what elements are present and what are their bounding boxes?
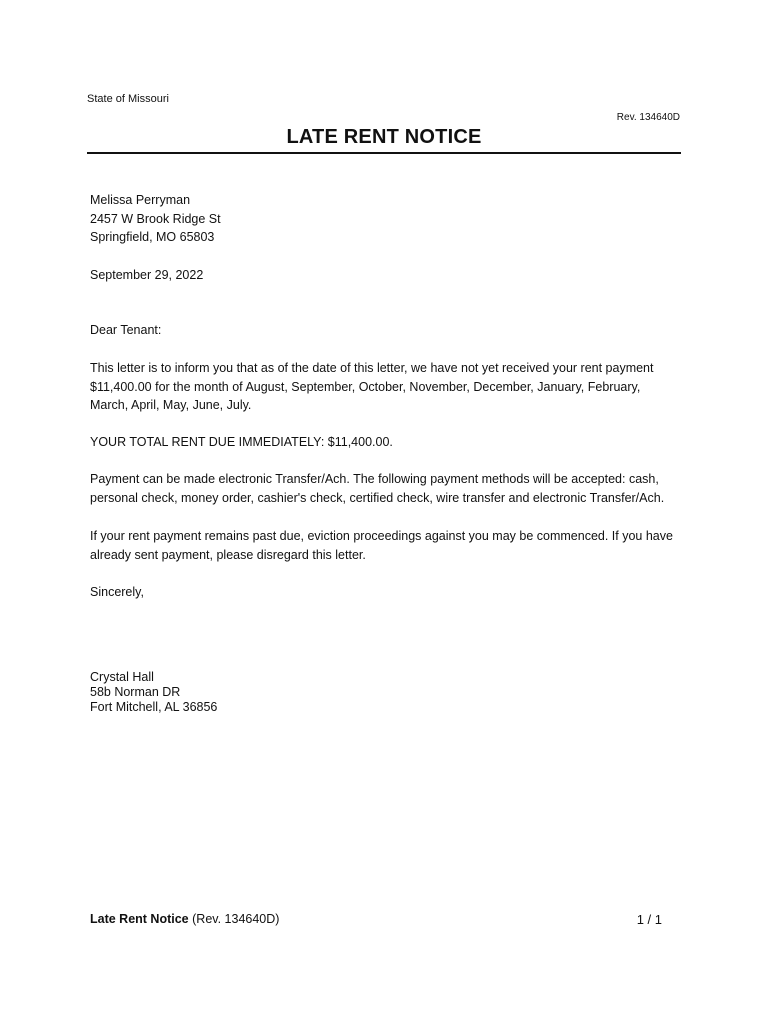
paragraph-line: already sent payment, please disregard this letter. <box>90 547 366 562</box>
letter-date: September 29, 2022 <box>90 268 204 282</box>
paragraph-line: If your rent payment remains past due, eviction proceedings against you may be commenced. If you have <box>90 529 673 543</box>
closing: Sincerely, <box>90 585 144 599</box>
sender-address <box>90 670 217 715</box>
page-title: LATE RENT NOTICE <box>286 126 482 148</box>
total-due-line: YOUR TOTAL RENT DUE IMMEDIATELY: $11,400.00. <box>90 435 393 449</box>
sender-name: Crystal Hall <box>90 670 154 684</box>
paragraph-rent-due <box>90 359 653 415</box>
paragraph-payment-methods <box>90 470 664 507</box>
revision-label: Rev. 134640D <box>616 112 680 123</box>
recipient-name: Melissa Perryman <box>90 193 191 207</box>
page-number: 1 / 1 <box>636 912 662 927</box>
title-divider <box>87 152 681 154</box>
recipient-address <box>90 191 221 247</box>
recipient-city: Springfield, MO 65803 <box>90 230 215 244</box>
footer-revision: (Rev. 134640D) <box>192 912 280 926</box>
sender-city: Fort Mitchell, AL 36856 <box>90 700 218 714</box>
paragraph-line: personal check, money order, cashier's check, certified check, wire transfer and electronic Transfer/Ach. <box>90 490 665 505</box>
paragraph-eviction <box>90 527 673 564</box>
footer-title: Late Rent Notice <box>90 912 189 926</box>
sender-street: 58b Norman DR <box>90 685 181 699</box>
state-label: State of Missouri <box>87 93 169 105</box>
paragraph-line: $11,400.00 for the month of August, September, October, November, December, January, February, <box>90 379 641 394</box>
footer-document-title <box>90 912 279 926</box>
recipient-street: 2457 W Brook Ridge St <box>90 211 221 226</box>
paragraph-line: March, April, May, June, July. <box>90 398 252 412</box>
paragraph-line: Payment can be made electronic Transfer/Ach. The following payment methods will be accepted: cash, <box>90 472 659 486</box>
salutation: Dear Tenant: <box>90 323 162 337</box>
paragraph-line: This letter is to inform you that as of the date of this letter, we have not yet received your rent payment <box>90 361 654 375</box>
